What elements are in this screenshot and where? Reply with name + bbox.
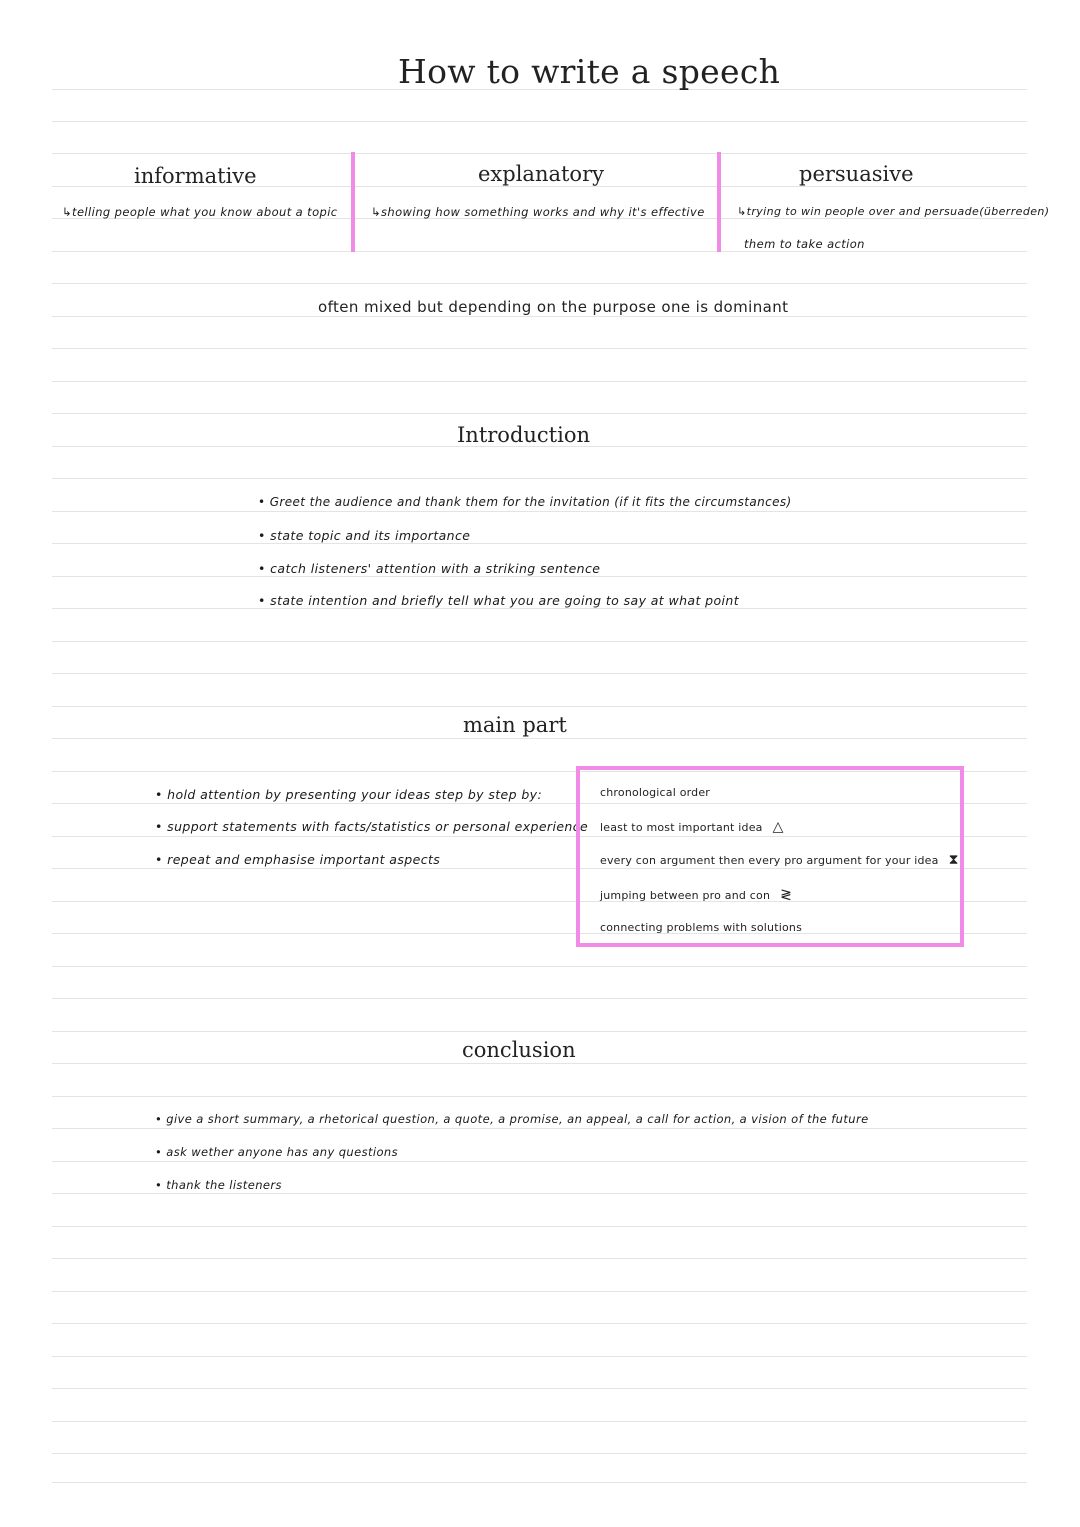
heading-explanatory: explanatory xyxy=(478,162,604,186)
order-label: connecting problems with solutions xyxy=(600,921,803,934)
heading-informative: informative xyxy=(134,164,257,188)
order-item xyxy=(600,786,710,799)
intro-point: • state intention and briefly tell what you are going to say at what point xyxy=(258,593,739,608)
types-note: often mixed but depending on the purpose one is dominant xyxy=(318,298,789,316)
explanatory-description: ↳showing how something works and why it's effective xyxy=(371,205,705,219)
heading-persuasive: persuasive xyxy=(799,162,914,186)
heading-main-part: main part xyxy=(463,713,567,737)
persuasive-description-line1: ↳trying to win people over and persuade(überreden) xyxy=(737,205,1050,218)
order-label: chronological order xyxy=(600,786,711,799)
order-item xyxy=(600,852,959,868)
page-title: How to write a speech xyxy=(398,52,781,91)
heading-conclusion: conclusion xyxy=(462,1038,576,1062)
order-label: jumping between pro and con xyxy=(600,889,771,902)
order-label: least to most important idea xyxy=(600,821,763,834)
order-item xyxy=(600,887,792,903)
informative-description: ↳telling people what you know about a topic xyxy=(62,205,338,219)
column-divider xyxy=(717,152,721,252)
main-point: • repeat and emphasise important aspects xyxy=(155,852,440,867)
zigzag-icon: ≷ xyxy=(780,887,793,903)
column-divider xyxy=(351,152,355,252)
intro-point: • Greet the audience and thank them for the invitation (if it fits the circumstances) xyxy=(258,495,792,509)
intro-point: • catch listeners' attention with a striking sentence xyxy=(258,561,600,576)
intro-point: • state topic and its importance xyxy=(258,528,470,543)
persuasive-description-line2: them to take action xyxy=(744,237,865,251)
conclusion-point: • thank the listeners xyxy=(155,1178,282,1192)
order-item xyxy=(600,819,784,835)
heading-introduction: Introduction xyxy=(457,423,590,447)
main-point: • support statements with facts/statistics or personal experience xyxy=(155,819,588,834)
order-label: every con argument then every pro argument for your idea xyxy=(600,854,939,867)
argument-order-box xyxy=(576,766,964,947)
triangle-icon: △ xyxy=(772,819,784,835)
order-item xyxy=(600,921,802,934)
hourglass-icon: ⧗ xyxy=(948,852,959,868)
conclusion-point: • ask wether anyone has any questions xyxy=(155,1145,398,1159)
conclusion-point: • give a short summary, a rhetorical question, a quote, a promise, an appeal, a call for action, a vision of the future xyxy=(155,1112,869,1126)
main-point: • hold attention by presenting your ideas step by step by: xyxy=(155,787,542,802)
